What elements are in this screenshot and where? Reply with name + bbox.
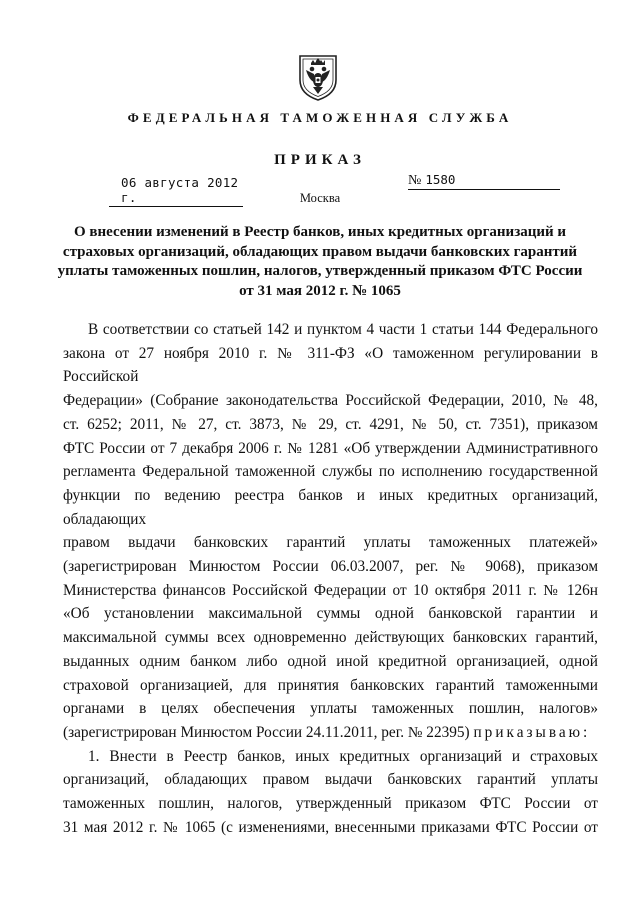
body-line: органами в целях обеспечения уплаты таможенных пошлин, налогов»	[63, 700, 598, 718]
body-line: закона от 27 ноября 2010 г. № 311-ФЗ «О таможенном регулировании в Российской	[63, 344, 598, 386]
city: Москва	[299, 191, 341, 205]
body-line: «Об установлении максимальной суммы одной банковской гарантии и	[63, 605, 598, 623]
russian-coat-of-arms-icon	[296, 50, 340, 102]
number-label: №	[408, 173, 422, 188]
body-line: выданных одним банком либо одной иной кредитной организацией, одной	[63, 652, 598, 670]
item1-line: 31 мая 2012 г. № 1065 (с изменениями, внесенными приказами ФТС России от	[63, 818, 598, 836]
order-verb: приказываю:	[473, 723, 591, 741]
order-number: 1580	[425, 172, 456, 187]
body-line: (зарегистрирован Минюстом России 06.03.2007, рег. № 9068), приказом	[63, 558, 598, 576]
body-line: В соответствии со статьей 142 и пунктом 4 части 1 статьи 144 Федерального	[88, 321, 598, 338]
body-line: функции по ведению реестра банков и иных кредитных организаций, обладающих	[63, 486, 598, 528]
order-body	[63, 318, 598, 839]
document-type: ПРИКАЗ	[274, 152, 366, 168]
title-line: от 31 мая 2012 г. № 1065	[239, 282, 401, 299]
body-line: страховой организацией, для принятия банковских гарантий таможенными	[63, 676, 598, 694]
title-line: страховых организаций, обладающих правом выдачи банковских гарантий	[62, 243, 578, 260]
body-line: Министерства финансов Российской Федерации от 10 октября 2011 г. № 126н	[63, 581, 598, 599]
body-line: ФТС России от 7 декабря 2006 г. № 1281 «Об утверждении Административного	[63, 439, 598, 457]
item1-line: 1. Внести в Реестр банков, иных кредитных организаций и страховых	[88, 747, 598, 765]
title-line: уплаты таможенных пошлин, налогов, утвержденный приказом ФТС России	[57, 263, 583, 279]
item1-line: таможенных пошлин, налогов, утвержденный приказом ФТС России от	[63, 795, 598, 813]
order-number-field	[408, 172, 560, 190]
order-title	[40, 223, 600, 301]
agency-name: ФЕДЕРАЛЬНАЯ ТАМОЖЕННАЯ СЛУЖБА	[127, 110, 513, 125]
body-line: Федерации» (Собрание законодательства Российской Федерации, 2010, № 48,	[63, 392, 598, 410]
body-line: ст. 6252; 2011, № 27, ст. 3873, № 29, ст. 4291, № 50, ст. 7351), приказом	[63, 415, 598, 433]
body-line: максимальной суммы всех одновременно действующих банковских гарантий,	[63, 629, 598, 647]
body-line-ordering	[63, 721, 598, 745]
body-line: правом выдачи банковских гарантий уплаты таможенных платежей»	[63, 534, 598, 552]
body-line: регламента Федеральной таможенной службы по исполнению государственной	[63, 463, 598, 481]
registration-note: (зарегистрирован Минюстом России 24.11.2011, рег. № 22395)	[63, 723, 470, 741]
title-line: О внесении изменений в Реестр банков, иных кредитных организаций и	[73, 224, 567, 240]
item1-line: организаций, обладающих правом выдачи банковских гарантий уплаты	[63, 771, 598, 789]
order-date: 06 августа 2012 г.	[109, 175, 243, 207]
